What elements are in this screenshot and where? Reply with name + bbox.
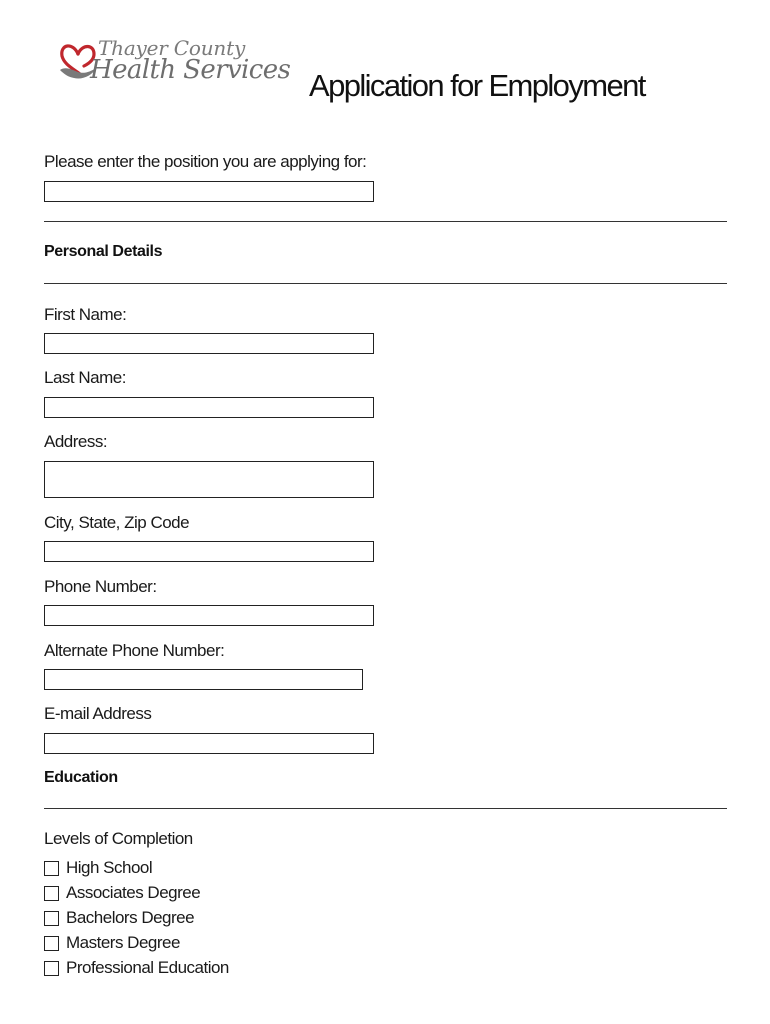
address-field[interactable]	[44, 461, 374, 498]
education-level-option[interactable]	[44, 932, 180, 954]
logo-line-1: Thayer County	[98, 36, 246, 60]
alternate-phone-label: Alternate Phone Number:	[44, 641, 225, 660]
divider	[44, 808, 727, 809]
divider	[44, 283, 727, 284]
masters-degree-checkbox[interactable]	[44, 936, 59, 951]
phone-number-label: Phone Number:	[44, 577, 157, 596]
checkbox-label: High School	[66, 858, 153, 877]
education-heading: Education	[44, 769, 118, 786]
last-name-label: Last Name:	[44, 368, 126, 387]
bachelors-degree-checkbox[interactable]	[44, 911, 59, 926]
address-label: Address:	[44, 432, 108, 451]
email-field[interactable]	[44, 733, 374, 754]
last-name-field[interactable]	[44, 397, 374, 418]
education-level-option[interactable]	[44, 882, 200, 904]
education-level-option[interactable]	[44, 957, 229, 979]
email-label: E-mail Address	[44, 704, 152, 723]
professional-education-checkbox[interactable]	[44, 961, 59, 976]
personal-details-heading: Personal Details	[44, 243, 163, 260]
city-state-zip-field[interactable]	[44, 541, 374, 562]
document-title: Application for Employment	[309, 68, 645, 103]
divider	[44, 221, 727, 222]
high-school-checkbox[interactable]	[44, 861, 59, 876]
checkbox-label: Associates Degree	[66, 883, 201, 902]
phone-number-field[interactable]	[44, 605, 374, 626]
education-level-option[interactable]	[44, 907, 194, 929]
checkbox-label: Professional Education	[66, 958, 229, 977]
position-field[interactable]	[44, 181, 374, 202]
checkbox-label: Masters Degree	[66, 933, 180, 952]
checkbox-label: Bachelors Degree	[66, 908, 195, 927]
associates-degree-checkbox[interactable]	[44, 886, 59, 901]
first-name-label: First Name:	[44, 305, 127, 324]
position-label: Please enter the position you are applying for:	[44, 152, 367, 171]
logo-line-2: Health Services	[90, 55, 291, 85]
alternate-phone-field[interactable]	[44, 669, 363, 690]
education-level-option[interactable]	[44, 857, 152, 879]
city-state-zip-label: City, State, Zip Code	[44, 513, 190, 532]
levels-of-completion-label: Levels of Completion	[44, 829, 193, 848]
first-name-field[interactable]	[44, 333, 374, 354]
